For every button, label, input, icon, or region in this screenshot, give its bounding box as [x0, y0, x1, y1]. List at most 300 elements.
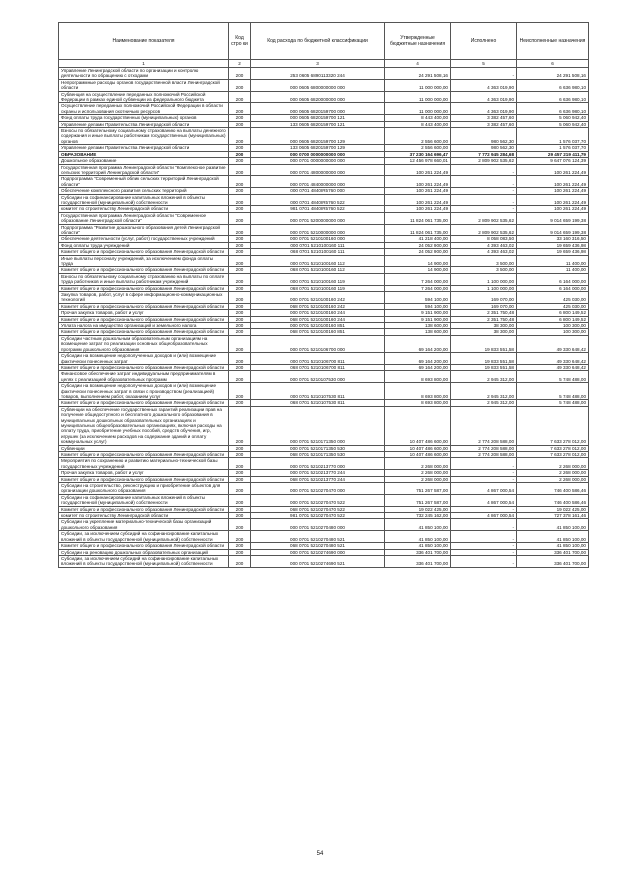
cell-line: 200 — [229, 353, 251, 365]
cell-line: 200 — [229, 303, 251, 309]
cell-unexecuted: 100 261 224,49 — [517, 188, 589, 194]
cell-line: 200 — [229, 316, 251, 322]
cell-executed: - — [451, 476, 517, 482]
cell-unexecuted: 746 400 586,46 — [517, 483, 589, 495]
cell-code: 000 0701 5210270470 522 — [251, 494, 385, 506]
cell-code: 000 0701 5210107530 000 — [251, 371, 385, 383]
cell-executed: - — [451, 470, 517, 476]
cell-executed: 2 774 208 588,00 — [451, 452, 517, 458]
cell-name: ОБРАЗОВАНИЕ — [59, 151, 229, 157]
table-row — [59, 145, 589, 151]
cell-unexecuted: 11 400,00 — [517, 267, 589, 273]
cell-approved: 11 000 000,00 — [385, 91, 451, 103]
cell-name: комитет по строительству Ленинградской области — [59, 206, 229, 212]
cell-code: 068 0701 5210213770 244 — [251, 476, 385, 482]
cell-approved: 8 693 800,00 — [385, 400, 451, 406]
cell-line: 200 — [229, 242, 251, 248]
cell-unexecuted: 19 659 436,98 — [517, 242, 589, 248]
cell-unexecuted: 19 022 425,00 — [517, 506, 589, 512]
cell-line: 200 — [229, 400, 251, 406]
header-approved: Утвержденные бюджетные назначения — [385, 23, 451, 60]
cell-code: 133 0605 6820159700 121 — [251, 121, 385, 127]
cell-line: 200 — [229, 470, 251, 476]
cell-name: Прочая закупка товаров, работ и услуг — [59, 470, 229, 476]
cell-line: 200 — [229, 555, 251, 567]
cell-unexecuted: 727 378 161,46 — [517, 513, 589, 519]
cell-code: 000 0701 5210100160 242 — [251, 292, 385, 304]
cell-code: 000 0605 6820159700 000 — [251, 103, 385, 115]
cell-approved: 336 401 700,00 — [385, 555, 451, 567]
cell-unexecuted: 1 576 037,70 — [517, 145, 589, 151]
cell-code: 068 0701 5210100160 242 — [251, 303, 385, 309]
cell-name: Субвенции — [59, 445, 229, 451]
cell-code: 000 0701 5210100160 111 — [251, 242, 385, 248]
cell-approved: 7 264 000,00 — [385, 273, 451, 285]
cell-approved: 8 443 400,00 — [385, 115, 451, 121]
cell-executed: 980 562,30 — [451, 128, 517, 145]
cell-code: 068 0701 5210100160 112 — [251, 267, 385, 273]
cell-name: Комитет общего и профессионального образования Ленинградской области — [59, 316, 229, 322]
cell-executed: 4 393 463,02 — [451, 249, 517, 255]
cell-name: Непрограммные расходы органов государственной власти Ленинградской области — [59, 79, 229, 91]
table-row — [59, 273, 589, 285]
table-row — [59, 335, 589, 352]
cell-approved: 2 556 600,00 — [385, 145, 451, 151]
cell-name: Субсидии на возмещение недополученных доходов и (или) возмещение фактически понесенных затрат — [59, 353, 229, 365]
cell-line: 200 — [229, 255, 251, 267]
cell-approved: 10 407 486 600,00 — [385, 406, 451, 445]
cell-approved: 14 900,00 — [385, 255, 451, 267]
cell-name: Управление делами Правительства Ленинградской области — [59, 121, 229, 127]
cell-executed: - — [451, 506, 517, 512]
cell-name: Закупка товаров, работ, услуг в сфере информационно-коммуникационных технологий — [59, 292, 229, 304]
cell-name: Комитет общего и профессионального образования Ленинградской области — [59, 543, 229, 549]
cell-unexecuted: 49 330 648,42 — [517, 353, 589, 365]
cell-unexecuted: 2 268 000,00 — [517, 476, 589, 482]
cell-line: 200 — [229, 452, 251, 458]
cell-code: 981 0701 5210270470 522 — [251, 513, 385, 519]
cell-name: Управление делами Правительства Ленинградской области — [59, 145, 229, 151]
cell-line: 200 — [229, 206, 251, 212]
table-row — [59, 519, 589, 531]
cell-unexecuted: 2 268 000,00 — [517, 458, 589, 470]
cell-approved: 751 267 587,00 — [385, 483, 451, 495]
table-row — [59, 68, 589, 80]
cell-executed: 169 070,00 — [451, 292, 517, 304]
cell-approved: 11 000 000,00 — [385, 79, 451, 91]
cell-approved: 37 230 164 696,47 — [385, 151, 451, 157]
cell-code: 000 0701 5210106700 000 — [251, 335, 385, 352]
cell-line: 200 — [229, 506, 251, 512]
cell-unexecuted: 5 748 488,00 — [517, 371, 589, 383]
cell-line: 200 — [229, 476, 251, 482]
cell-line: 200 — [229, 115, 251, 121]
table-row — [59, 91, 589, 103]
cell-line: 200 — [229, 128, 251, 145]
table-row — [59, 236, 589, 242]
cell-code: 000 0701 5210100160 112 — [251, 255, 385, 267]
cell-unexecuted: 5 748 488,00 — [517, 400, 589, 406]
cell-code: 068 0701 5210100160 851 — [251, 329, 385, 335]
cell-code: 000 0701 5210270480 521 — [251, 531, 385, 543]
cell-executed: - — [451, 531, 517, 543]
table-row — [59, 513, 589, 519]
cell-approved: 24 052 900,00 — [385, 249, 451, 255]
cell-unexecuted: 9 647 076 124,39 — [517, 158, 589, 164]
table-row — [59, 323, 589, 329]
cell-executed: 4 867 000,54 — [451, 494, 517, 506]
cell-unexecuted: 7 633 278 012,00 — [517, 406, 589, 445]
cell-executed: 169 070,00 — [451, 303, 517, 309]
cell-executed: 3 382 457,60 — [451, 115, 517, 121]
cell-approved: 11 000 000,00 — [385, 103, 451, 115]
cell-approved: 11 824 061 735,00 — [385, 212, 451, 224]
cell-approved: 100 261 224,49 — [385, 176, 451, 188]
cell-executed: - — [451, 188, 517, 194]
cell-line: 200 — [229, 79, 251, 91]
cell-unexecuted: 100 261 224,49 — [517, 176, 589, 188]
cell-code: 000 0701 4800000000 000 — [251, 164, 385, 176]
table-row — [59, 400, 589, 406]
table-row — [59, 303, 589, 309]
cell-name: Субвенции на обеспечение государственных гарантий реализации прав на получение общедоступного и бесплатного дошкольного образования в муниципальных дошкольных образовательных организациях и муниципальных общеобразовательных организациях, включая расходы на оплату труда, приобретение учебных пособий, средств обучения, игр, игрушек (за исключением расходов на содержание зданий и оплату коммунальных услуг) — [59, 406, 229, 445]
cell-code: 000 0701 5210213770 244 — [251, 470, 385, 476]
cell-line: 200 — [229, 285, 251, 291]
cell-unexecuted: 746 400 586,46 — [517, 494, 589, 506]
cell-code: 068 0701 5210106700 811 — [251, 364, 385, 370]
cell-approved: 2 556 600,00 — [385, 128, 451, 145]
cell-code: 000 0701 0000000000 000 — [251, 158, 385, 164]
cell-code: 000 0701 5210270470 000 — [251, 483, 385, 495]
cell-executed: 980 562,30 — [451, 145, 517, 151]
cell-executed: 19 833 551,58 — [451, 364, 517, 370]
cell-code: 068 0701 5210270470 522 — [251, 506, 385, 512]
table-row — [59, 555, 589, 567]
cell-name: Мероприятия по сохранению и развитию материально-технической базы государственных учреждений — [59, 458, 229, 470]
table-row — [59, 316, 589, 322]
column-number: 3 — [251, 60, 385, 68]
cell-executed: 4 867 000,54 — [451, 483, 517, 495]
cell-approved: 100 261 224,49 — [385, 188, 451, 194]
cell-line: 200 — [229, 371, 251, 383]
cell-code: 000 0701 5210100160 244 — [251, 310, 385, 316]
header-row — [59, 23, 589, 60]
cell-name: Субвенция на осуществление переданных полномочий Российской Федерации в рамках единой субвенции из федерального бюджета — [59, 91, 229, 103]
cell-executed: 2 945 312,00 — [451, 371, 517, 383]
cell-name: Уплата налога на имущество организаций и земельного налога — [59, 323, 229, 329]
cell-executed: 2 351 750,48 — [451, 310, 517, 316]
cell-code: 000 0701 5210274690 000 — [251, 549, 385, 555]
cell-approved: 41 218 400,00 — [385, 236, 451, 242]
cell-line: 200 — [229, 483, 251, 495]
cell-unexecuted: 41 850 100,00 — [517, 531, 589, 543]
cell-line: 200 — [229, 158, 251, 164]
cell-name: Комитет общего и профессионального образования Ленинградской области — [59, 285, 229, 291]
cell-unexecuted: 24 291 508,16 — [517, 68, 589, 80]
table-row — [59, 164, 589, 176]
cell-name: Комитет общего и профессионального образования Ленинградской области — [59, 329, 229, 335]
table-row — [59, 458, 589, 470]
cell-approved: 41 850 100,00 — [385, 519, 451, 531]
budget-table — [58, 22, 589, 568]
cell-executed: - — [451, 519, 517, 531]
cell-name: Обеспечение деятельности (услуг, работ) государственных учреждений — [59, 236, 229, 242]
cell-unexecuted: 41 850 100,00 — [517, 519, 589, 531]
column-number: 1 — [59, 60, 229, 68]
cell-code: 000 0701 5210270480 000 — [251, 519, 385, 531]
cell-approved: 8 693 800,00 — [385, 371, 451, 383]
cell-unexecuted: 29 457 219 411,79 — [517, 151, 589, 157]
cell-unexecuted: 41 850 100,00 — [517, 543, 589, 549]
cell-name: Комитет общего и профессионального образования Ленинградской области — [59, 452, 229, 458]
cell-executed: 2 945 312,00 — [451, 383, 517, 400]
cell-code: 000 0605 6820159700 121 — [251, 115, 385, 121]
cell-unexecuted: 2 268 000,00 — [517, 470, 589, 476]
column-number: 4 — [385, 60, 451, 68]
cell-unexecuted: 100 261 224,49 — [517, 164, 589, 176]
cell-approved: 594 100,00 — [385, 292, 451, 304]
cell-approved: 8 443 400,00 — [385, 121, 451, 127]
cell-executed: 2 809 902 535,62 — [451, 224, 517, 236]
cell-code: 068 0701 5210107530 811 — [251, 400, 385, 406]
cell-name: Субсидии на софинансирование капитальных вложений в объекты государственной (муниципальной) собственности — [59, 194, 229, 206]
cell-executed: - — [451, 458, 517, 470]
cell-unexecuted: 6 800 149,52 — [517, 316, 589, 322]
cell-approved: 100 261 224,49 — [385, 206, 451, 212]
cell-name: Комитет общего и профессионального образования Ленинградской области — [59, 303, 229, 309]
cell-line: 200 — [229, 91, 251, 103]
cell-executed: 3 382 457,60 — [451, 121, 517, 127]
cell-line: 200 — [229, 531, 251, 543]
cell-name: Взносы по обязательному социальному страхованию на выплаты по оплате труда работников и иные выплаты работникам учреждений — [59, 273, 229, 285]
cell-name: Комитет общего и профессионального образования Ленинградской области — [59, 249, 229, 255]
cell-name: Субсидии частным дошкольным образовательным организациям на возмещение затрат по реализации основных общеобразовательных программ дошкольного образования — [59, 335, 229, 352]
cell-name: Комитет общего и профессионального образования Ленинградской области — [59, 267, 229, 273]
cell-approved: 9 151 900,00 — [385, 310, 451, 316]
cell-line: 200 — [229, 151, 251, 157]
cell-line: 200 — [229, 329, 251, 335]
cell-code: 133 0605 6820159700 129 — [251, 145, 385, 151]
cell-line: 200 — [229, 224, 251, 236]
cell-approved: 14 900,00 — [385, 267, 451, 273]
cell-line: 200 — [229, 513, 251, 519]
cell-name: Субсидии на возмещение недополученных доходов и (или) возмещение фактически понесенных затрат в связи с производством (реализацией) товаров, выполнением работ, оказанием услуг — [59, 383, 229, 400]
cell-line: 200 — [229, 323, 251, 329]
cell-unexecuted: 5 748 488,00 — [517, 383, 589, 400]
cell-executed: - — [451, 68, 517, 80]
cell-name: Обеспечение комплексного развития сельских территорий — [59, 188, 229, 194]
cell-executed: 19 833 551,58 — [451, 353, 517, 365]
cell-executed: 2 774 208 588,00 — [451, 406, 517, 445]
table-row — [59, 255, 589, 267]
cell-line: 200 — [229, 212, 251, 224]
cell-unexecuted: 100 261 224,49 — [517, 194, 589, 206]
cell-line: 200 — [229, 267, 251, 273]
cell-line: 200 — [229, 145, 251, 151]
cell-unexecuted: 9 014 659 199,38 — [517, 224, 589, 236]
cell-executed: 4 363 019,90 — [451, 103, 517, 115]
cell-line: 200 — [229, 249, 251, 255]
cell-unexecuted: 425 030,00 — [517, 292, 589, 304]
table-body — [59, 68, 589, 568]
cell-approved: 9 151 900,00 — [385, 316, 451, 322]
cell-approved: 100 261 224,49 — [385, 194, 451, 206]
cell-unexecuted: 425 030,00 — [517, 303, 589, 309]
cell-name: Субсидии на укрепление материально-технической базы организаций дошкольного образования — [59, 519, 229, 531]
cell-executed: 7 772 945 284,68 — [451, 151, 517, 157]
cell-code: 068 0701 5210270480 521 — [251, 543, 385, 549]
table-row — [59, 310, 589, 316]
cell-name: Фонд оплаты труда государственных (муниципальных) органов — [59, 115, 229, 121]
cell-approved: 594 100,00 — [385, 303, 451, 309]
table-row — [59, 128, 589, 145]
cell-code: 000 0605 6820000000 000 — [251, 91, 385, 103]
table-row — [59, 121, 589, 127]
cell-executed: 2 774 208 588,00 — [451, 445, 517, 451]
cell-line: 200 — [229, 543, 251, 549]
cell-code: 000 0701 5210213770 000 — [251, 458, 385, 470]
cell-name: Фонд оплаты труда учреждений — [59, 242, 229, 248]
cell-code: 000 0701 5210171350 530 — [251, 445, 385, 451]
cell-code: 000 0605 6820159700 129 — [251, 128, 385, 145]
cell-code: 068 0701 5210100160 111 — [251, 249, 385, 255]
table-row — [59, 353, 589, 365]
cell-executed: - — [451, 194, 517, 206]
table-row — [59, 224, 589, 236]
cell-executed: 2 351 750,48 — [451, 316, 517, 322]
table-row — [59, 292, 589, 304]
table-row — [59, 79, 589, 91]
cell-line: 200 — [229, 519, 251, 531]
cell-line: 200 — [229, 364, 251, 370]
cell-code: 000 0701 4840IR5760 522 — [251, 194, 385, 206]
cell-unexecuted: 7 633 278 012,00 — [517, 452, 589, 458]
cell-unexecuted: 100 261 224,49 — [517, 206, 589, 212]
header-code: Код расхода по бюджетной классификации — [251, 23, 385, 60]
cell-approved: 41 850 100,00 — [385, 543, 451, 549]
cell-approved: 8 693 800,00 — [385, 383, 451, 400]
cell-unexecuted: 11 400,00 — [517, 255, 589, 267]
cell-approved: 10 407 486 600,00 — [385, 445, 451, 451]
cell-code: 068 0701 5210100160 119 — [251, 285, 385, 291]
cell-line: 200 — [229, 194, 251, 206]
cell-approved: 19 022 425,00 — [385, 506, 451, 512]
cell-line: 200 — [229, 164, 251, 176]
table-row — [59, 329, 589, 335]
cell-code: 068 0701 5210100160 244 — [251, 316, 385, 322]
cell-code: 000 0605 6800000000 000 — [251, 79, 385, 91]
cell-approved: 100 261 224,49 — [385, 164, 451, 176]
cell-name: Комитет общего и профессионального образования Ленинградской области — [59, 506, 229, 512]
cell-unexecuted: 7 633 278 012,00 — [517, 445, 589, 451]
cell-name: Комитет общего и профессионального образования Ленинградской области — [59, 476, 229, 482]
cell-code: 253 0605 6890113320 244 — [251, 68, 385, 80]
cell-line: 200 — [229, 68, 251, 80]
cell-name: Финансовое обеспечение затрат индивидуальным предпринимателям в целях с реализацией образовательных программ — [59, 371, 229, 383]
cell-name: Субсидии на строительство, реконструкцию и приобретение объектов для организации дошкольного образования — [59, 483, 229, 495]
cell-approved: 12 456 978 660,01 — [385, 158, 451, 164]
cell-name: Дошкольное образование — [59, 158, 229, 164]
cell-line: 200 — [229, 445, 251, 451]
cell-name: Прочая закупка товаров, работ и услуг — [59, 310, 229, 316]
cell-line: 200 — [229, 176, 251, 188]
table-row — [59, 103, 589, 115]
cell-line: 200 — [229, 383, 251, 400]
cell-unexecuted: 6 800 149,52 — [517, 310, 589, 316]
cell-executed: 4 363 019,90 — [451, 79, 517, 91]
table-row — [59, 406, 589, 445]
cell-name: Иные выплаты персоналу учреждений, за исключением фонда оплаты труда — [59, 255, 229, 267]
cell-name: Взносы по обязательному социальному страхованию на выплаты денежного содержания и иные выплаты работникам государственных (муниципальных) органов — [59, 128, 229, 145]
table-row — [59, 483, 589, 495]
cell-code: 000 0700 0000000000 000 — [251, 151, 385, 157]
table-row — [59, 531, 589, 543]
cell-unexecuted: 5 060 942,40 — [517, 121, 589, 127]
cell-line: 200 — [229, 549, 251, 555]
cell-executed: 4 867 000,54 — [451, 513, 517, 519]
cell-unexecuted: 33 160 316,50 — [517, 236, 589, 242]
cell-name: Комитет общего и профессионального образования Ленинградской области — [59, 364, 229, 370]
cell-executed: 2 809 902 535,62 — [451, 158, 517, 164]
cell-code: 000 0701 5210100160 000 — [251, 236, 385, 242]
cell-name: Субсидии, за исключением субсидий на софинансирование капитальных вложений в объекты государственной (муниципальной) собственности — [59, 531, 229, 543]
cell-unexecuted: 49 330 648,42 — [517, 335, 589, 352]
cell-unexecuted: 336 401 700,00 — [517, 555, 589, 567]
cell-approved: 24 052 900,00 — [385, 242, 451, 248]
table-row — [59, 176, 589, 188]
cell-name: Субсидии, за исключением субсидий на софинансирование капитальных вложений в объекты государственной (муниципальной) собственности — [59, 555, 229, 567]
header-name: Наименование показателя — [59, 23, 229, 60]
table-row — [59, 383, 589, 400]
cell-executed: 38 300,00 — [451, 329, 517, 335]
cell-line: 200 — [229, 494, 251, 506]
cell-approved: 69 164 200,00 — [385, 364, 451, 370]
cell-name: Комитет общего и профессионального образования Ленинградской области — [59, 400, 229, 406]
cell-unexecuted: 6 636 980,10 — [517, 79, 589, 91]
cell-code: 000 0701 5210000000 000 — [251, 224, 385, 236]
column-number-row — [59, 60, 589, 68]
cell-code: 000 0701 5210107530 811 — [251, 383, 385, 400]
cell-unexecuted: 336 401 700,00 — [517, 549, 589, 555]
header-executed: Исполнено — [451, 23, 517, 60]
table-row — [59, 194, 589, 206]
cell-approved: 2 268 000,00 — [385, 470, 451, 476]
cell-unexecuted: 9 014 659 199,38 — [517, 212, 589, 224]
cell-line: 200 — [229, 292, 251, 304]
cell-line: 200 — [229, 458, 251, 470]
cell-unexecuted: 6 636 980,10 — [517, 103, 589, 115]
cell-line: 200 — [229, 188, 251, 194]
cell-executed: 3 500,00 — [451, 255, 517, 267]
cell-name: Субсидии на реновацию дошкольных образовательных организаций — [59, 549, 229, 555]
cell-executed: 38 300,00 — [451, 323, 517, 329]
cell-approved: 336 401 700,00 — [385, 549, 451, 555]
cell-executed: - — [451, 543, 517, 549]
cell-approved: 138 600,00 — [385, 329, 451, 335]
cell-unexecuted: 5 060 942,40 — [517, 115, 589, 121]
table-row — [59, 249, 589, 255]
cell-executed: 2 945 312,00 — [451, 400, 517, 406]
cell-line: 200 — [229, 406, 251, 445]
cell-approved: 10 407 486 600,00 — [385, 452, 451, 458]
cell-line: 200 — [229, 273, 251, 285]
cell-unexecuted: 19 659 436,98 — [517, 249, 589, 255]
cell-unexecuted: 6 164 000,00 — [517, 285, 589, 291]
cell-approved: 69 164 200,00 — [385, 335, 451, 352]
cell-name: Подпрограмма "Развитие дошкольного образования детей Ленинградской области" — [59, 224, 229, 236]
cell-executed: 4 393 463,02 — [451, 242, 517, 248]
cell-approved: 69 164 200,00 — [385, 353, 451, 365]
